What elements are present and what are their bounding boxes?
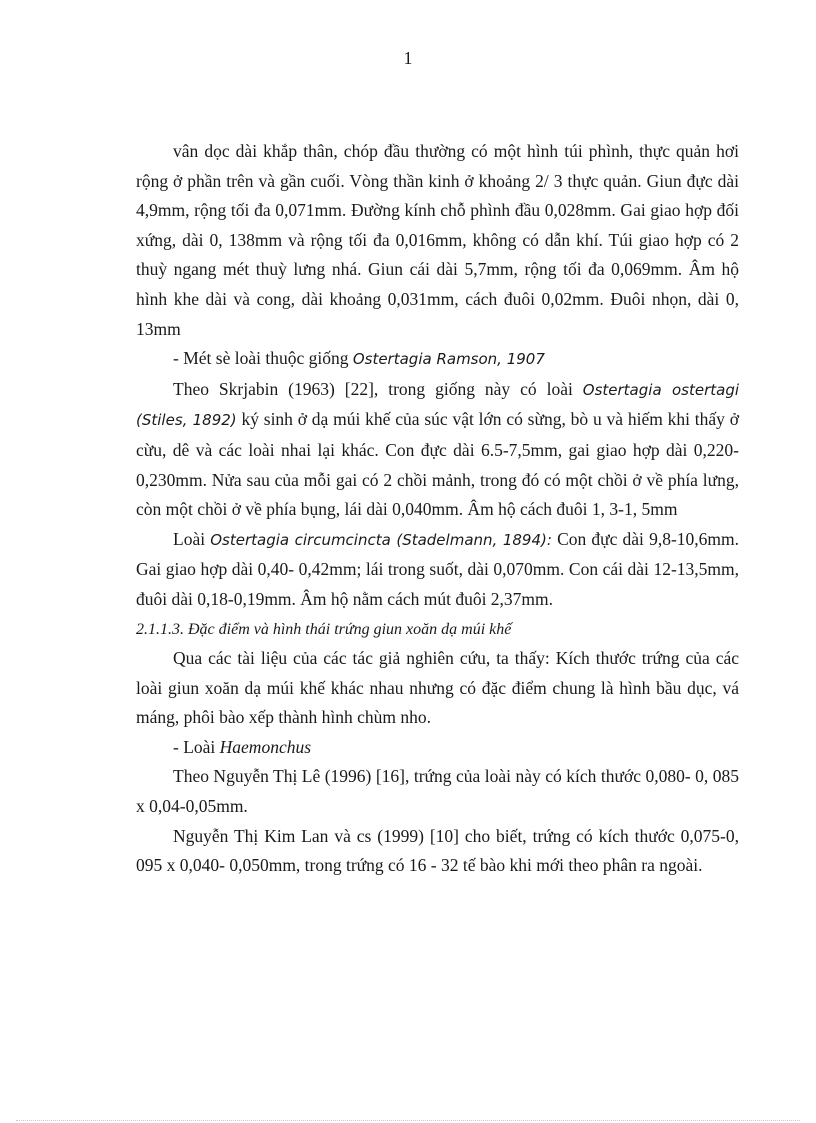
paragraph-nguyen-thi-kim-lan: Nguyễn Thị Kim Lan và cs (1999) [10] cho biết, trứng có kích thước 0,075-0, 095 x 0,040- 0,050mm, trong trứng có 16 - 32 tế bào khi mới theo phân ra ngoài. [136,825,739,876]
paragraph-egg-overview: Qua các tài liệu của các tác giả nghiên cứu, ta thấy: Kích thước trứng của các loài giun xoăn dạ múi khế khác nhau nhưng có đặc điểm chung là hình bầu dục, vá máng, phôi bào xếp thành hình chùm nho. [136,648,739,728]
page-number: 1 [403,48,413,68]
paragraph-ostertagia-description: vân dọc dài khắp thân, chóp đầu thường có một hình túi phình, thực quản hơi rộng ở phần trên và gần cuối. Vòng thần kinh ở khoảng 2/ 3 thực quản. Giun đực dài 4,9mm, rộng tối đa 0,071mm. Đường kính chỗ phình đầu 0,028mm. Gai giao hợp đối xứng, dài 0, 138mm và rộng tối đa 0,016mm, không có dẫn khí. Túi giao hợp có 2 thuỳ ngang mét thuỳ lưng nhá. Giun cái dài 5,7mm, rộng tối đa 0,069mm. Âm hộ hình khe dài và cong, dài khoảng 0,031mm, cách đuôi 0,02mm. Đuôi nhọn, dài 0, 13mm [136,141,739,339]
paragraph-text: Con đực dài 9,8-10,6mm. Gai giao hợp dài 0,40- 0,42mm; lái trong suốt, dài 0,070mm. Con cái dài 12-13,5mm, đuôi dài 0,18-0,19mm. Âm hộ nằm cách mút đuôi 2,37mm. [136,528,739,609]
genus-ostertagia-item [136,344,739,375]
paragraph-text: ký sinh ở dạ múi khế của súc vật lớn có sừng, bò u và hiếm khi thấy ở cừu, dê và các loài nhai lại khác. Con đực dài 6.5-7,5mm, gai giao hợp dài 0,220- 0,230mm. Nửa sau của mỗi gai có 2 chồi mảnh, trong đó có một chồi ở về phía lưng, còn một chồi ở về phía bụng, lái dài 0,040mm. Âm hộ cách đuôi 1, 3-1, 5mm [136,409,739,520]
genus-name: Ostertagia Ramson, 1907 [352,350,545,369]
genus-haemonchus-item [136,733,739,763]
paragraph-ostertagia-ostertagi [136,375,739,525]
document-body [136,137,739,881]
species-name: Ostertagia ostertagi (Stiles, 1892) [136,380,740,430]
list-item-prefix: - Loài [173,736,220,757]
page-bottom-divider [16,1120,800,1121]
paragraph-ostertagia-circumcincta [136,525,739,615]
paragraph-nguyen-thi-le: Theo Nguyễn Thị Lê (1996) [16], trứng của loài này có kích thước 0,080- 0, 085 x 0,04-0,05mm. [136,766,739,817]
list-item-prefix: - Mét sè loài thuộc giống [173,348,353,369]
paragraph-text: Theo Skrjabin (1963) [22], trong giống này có loài [173,378,583,399]
species-name: Ostertagia circumcincta (Stadelmann, 1894): [210,530,552,549]
section-heading: 2.1.1.3. Đặc điểm và hình thái trứng giun xoăn dạ múi khế [136,620,512,638]
genus-name: Haemonchus [219,736,312,757]
paragraph-text: Loài [173,528,211,549]
